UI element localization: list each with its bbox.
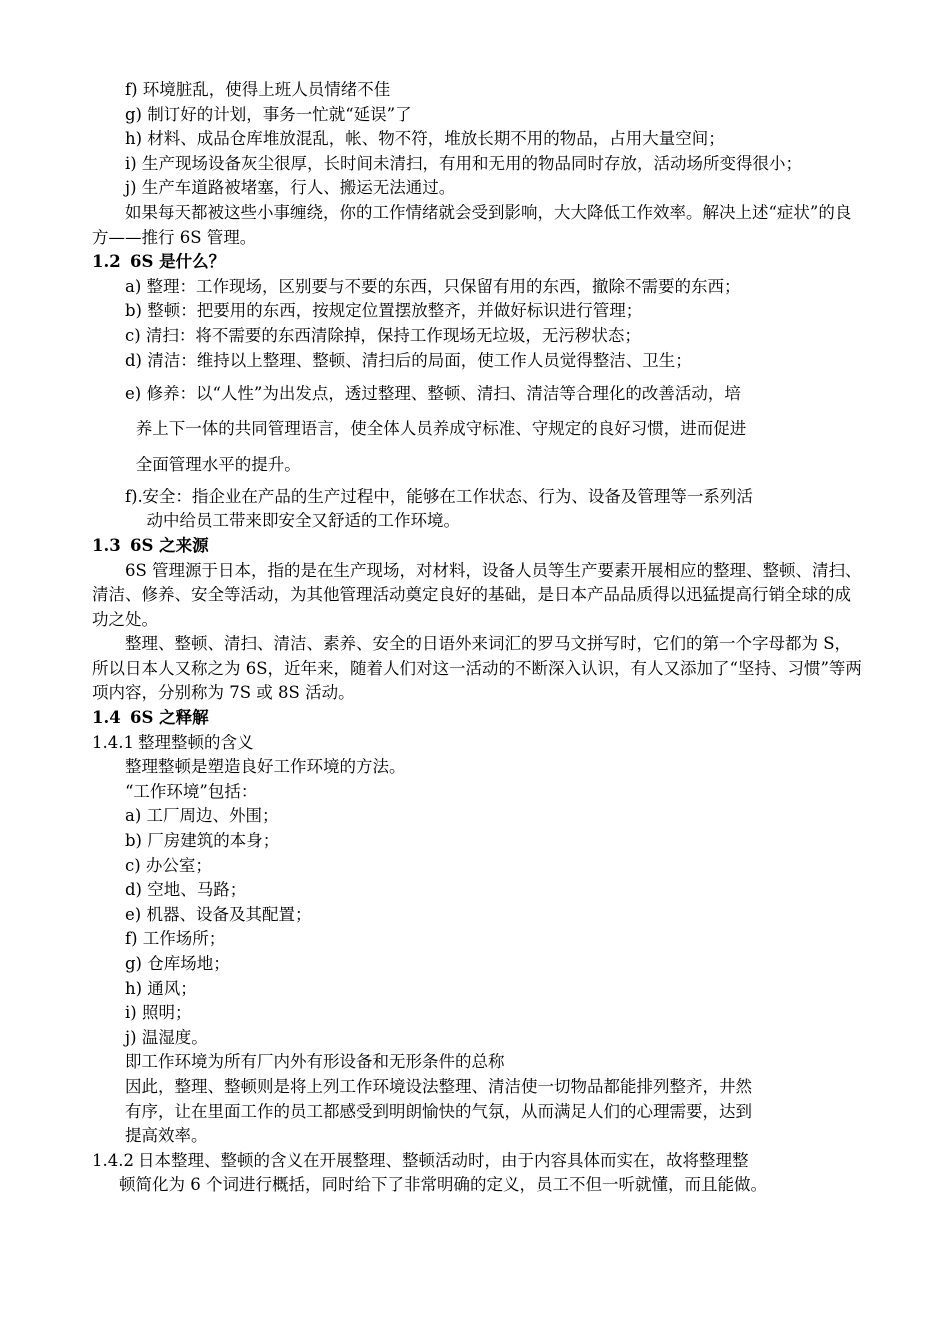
body-paragraph-line: 因此，整理、整顿则是将上列工作环境设法整理、清洁使一切物品都能排列整齐，井然 bbox=[125, 1076, 752, 1096]
list-item-f-line: 安全：指企业在产品的生产过程中，能够在工作状态、行为、设备及管理等一系列活 bbox=[142, 486, 753, 506]
section-number: 1.4 bbox=[92, 708, 121, 728]
body-paragraph-line: 有序，让在里面工作的员工都感受到明朗愉快的气氛，从而满足人们的心理需要，达到 bbox=[125, 1101, 752, 1121]
list-item: i) 照明； bbox=[125, 1003, 192, 1023]
section-title: 6S 之来源 bbox=[130, 535, 209, 555]
section-heading-1-2 bbox=[92, 250, 862, 275]
list-item-e-line: e) 修养：以“人性”为出发点，透过整理、整顿、清扫、清洁等合理化的改善活动，培 bbox=[125, 384, 741, 404]
body-paragraph-line: 提高效率。 bbox=[125, 1126, 208, 1146]
list-item: c) 清扫：将不需要的东西清除掉，保持工作现场无垃圾，无污秽状态； bbox=[125, 325, 641, 345]
intro-paragraph: 如果每天都被这些小事缠绕，你的工作情绪就会受到影响，大大降低工作效率。解决上述“症状”的良方——推行 6S 管理。 bbox=[92, 202, 852, 247]
list-item: f) 工作场所； bbox=[125, 929, 226, 949]
section-title: 6S 之释解 bbox=[130, 708, 209, 728]
list-item: d) 空地、马路； bbox=[125, 880, 247, 900]
body-paragraph: 整理、整顿、清扫、清洁、素养、安全的日语外来词汇的罗马文拼写时，它们的第一个字母都为 S，所以日本人又称之为 6S，近年来，随着人们对这一活动的不断深入认识，有人又添加了“坚持、习惯”等两项内容，分别称为 7S 或 8S 活动。 bbox=[92, 634, 862, 703]
list-item: a) 工厂周边、外围； bbox=[125, 806, 279, 826]
section-number: 1.2 bbox=[92, 252, 121, 272]
list-item: g) 制订好的计划，事务一忙就“延误”了 bbox=[125, 104, 412, 124]
list-item: c) 办公室； bbox=[125, 855, 212, 875]
list-item: b) 厂房建筑的本身； bbox=[125, 831, 280, 851]
section-heading-1-3 bbox=[92, 534, 862, 559]
body-paragraph: 整理整顿是塑造良好工作环境的方法。 bbox=[125, 757, 406, 777]
subsection-heading-1-4-1 bbox=[92, 731, 862, 756]
list-item: i) 生产现场设备灰尘很厚，长时间未清扫，有用和无用的物品同时存放，活动场所变得很小； bbox=[125, 153, 802, 173]
document-page bbox=[92, 78, 862, 1198]
section-title: 6S 是什么？ bbox=[130, 252, 226, 272]
subsection-number: 1.4.1 bbox=[92, 732, 134, 752]
list-item: j) 生产车道路被堵塞，行人、搬运无法通过。 bbox=[125, 178, 456, 198]
list-item-f bbox=[92, 485, 862, 510]
list-item: f) 环境脏乱，使得上班人员情绪不佳 bbox=[125, 80, 391, 99]
subsection-heading-1-4-2 bbox=[92, 1149, 862, 1174]
body-paragraph: 即工作环境为所有厂内外有形设备和无形条件的总称 bbox=[125, 1052, 505, 1072]
list-item-e-line: 全面管理水平的提升。 bbox=[135, 454, 301, 474]
subsection-text-line: 顿简化为 6 个词进行概括，同时给下了非常明确的定义，员工不但一听就懂，而且能做。 bbox=[119, 1175, 767, 1195]
list-item: e) 机器、设备及其配置； bbox=[125, 904, 312, 924]
list-item-e-line: 养上下一体的共同管理语言，使全体人员养成守标准、守规定的良好习惯，进而促进 bbox=[135, 418, 747, 438]
list-item: b) 整顿：把要用的东西，按规定位置摆放整齐，并做好标识进行管理； bbox=[125, 301, 643, 321]
subsection-title: 整理整顿的含义 bbox=[138, 732, 254, 752]
list-item: a) 整理：工作现场，区别要与不要的东西，只保留有用的东西，撤除不需要的东西； bbox=[125, 276, 741, 296]
body-paragraph: 6S 管理源于日本，指的是在生产现场，对材料，设备人员等生产要素开展相应的整理、整顿、清扫、清洁、修养、安全等活动，为其他管理活动奠定良好的基础，是日本产品品质得以迅猛提高行销全球的成功之处。 bbox=[92, 560, 862, 629]
list-item: j) 温湿度。 bbox=[125, 1027, 208, 1047]
section-number: 1.3 bbox=[92, 535, 121, 555]
list-item-f-line: 动中给员工带来即安全又舒适的工作环境。 bbox=[146, 511, 460, 531]
list-item: h) 材料、成品仓库堆放混乱，帐、物不符，堆放长期不用的物品，占用大量空间； bbox=[125, 129, 725, 149]
body-paragraph: “工作环境”包括： bbox=[125, 781, 258, 801]
subsection-text-line: 日本整理、整顿的含义在开展整理、整顿活动时，由于内容具体而实在，故将整理整 bbox=[138, 1150, 749, 1170]
section-heading-1-4 bbox=[92, 706, 862, 731]
list-item: g) 仓库场地； bbox=[125, 954, 230, 973]
subsection-number: 1.4.2 bbox=[92, 1150, 134, 1170]
list-item: h) 通风； bbox=[125, 978, 197, 998]
list-label: f). bbox=[125, 486, 143, 506]
list-item: d) 清洁：维持以上整理、整顿、清扫后的局面，使工作人员觉得整洁、卫生； bbox=[125, 350, 692, 370]
